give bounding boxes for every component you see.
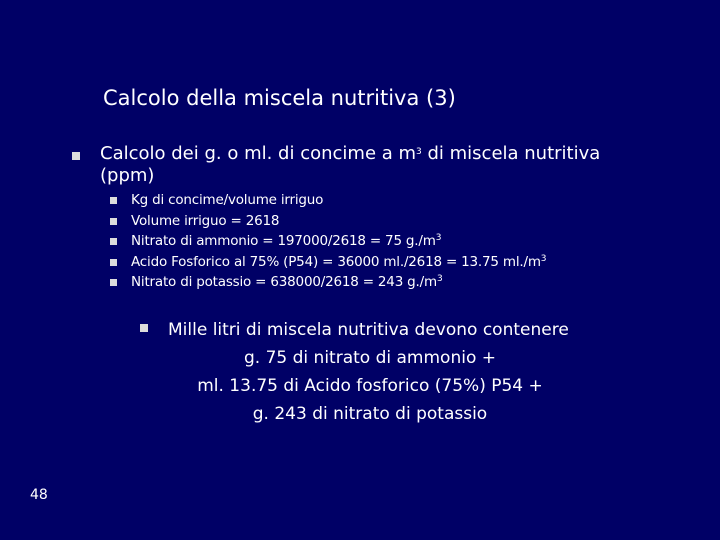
sub-bullet-item bbox=[108, 252, 628, 273]
sub-bullet-item bbox=[108, 211, 628, 232]
superscript-3: 3 bbox=[416, 147, 422, 157]
main-bullet-line1-end: di miscela nutritiva bbox=[421, 143, 601, 164]
page-number: 48 bbox=[30, 487, 48, 503]
superscript-3: 3 bbox=[540, 253, 547, 264]
conclusion-line: g. 243 di nitrato di potassio bbox=[252, 404, 488, 424]
superscript-3: 3 bbox=[436, 274, 443, 284]
square-bullet-icon bbox=[110, 259, 117, 266]
sub-bullet-item bbox=[108, 190, 628, 211]
sub-bullet-text: Nitrato di ammonio = 197000/2618 = 75 g./m bbox=[131, 233, 436, 249]
conclusion-lines bbox=[140, 316, 600, 428]
sub-bullet-item bbox=[108, 231, 628, 252]
conclusion-line: ml. 13.75 di Acido fosforico (75%) P54 + bbox=[197, 376, 543, 396]
sub-bullet-text: Nitrato di potassio = 638000/2618 = 243 g./m bbox=[131, 274, 437, 290]
conclusion-line: g. 75 di nitrato di ammonio + bbox=[244, 348, 496, 368]
square-bullet-icon bbox=[72, 152, 80, 160]
slide-title: Calcolo della miscela nutritiva (3) bbox=[103, 86, 456, 110]
main-bullet-text bbox=[100, 143, 630, 187]
sub-bullet-text: Volume irriguo = 2618 bbox=[131, 212, 280, 229]
superscript-3: 3 bbox=[435, 233, 442, 243]
sub-bullet-list bbox=[108, 190, 628, 293]
sub-bullet-item bbox=[108, 272, 628, 293]
square-bullet-icon bbox=[110, 279, 117, 286]
main-bullet-line1: Calcolo dei g. o ml. di concime a m bbox=[100, 143, 417, 164]
square-bullet-icon bbox=[110, 238, 117, 245]
main-bullet-line2: (ppm) bbox=[100, 165, 155, 186]
square-bullet-icon bbox=[110, 197, 117, 204]
sub-bullet-text: Kg di concime/volume irriguo bbox=[131, 192, 324, 208]
sub-bullet-text: Acido Fosforico al 75% (P54) = 36000 ml./2618 = 13.75 ml./m bbox=[131, 253, 541, 270]
conclusion-line: Mille litri di miscela nutritiva devono contenere bbox=[168, 320, 569, 340]
square-bullet-icon bbox=[110, 218, 117, 225]
